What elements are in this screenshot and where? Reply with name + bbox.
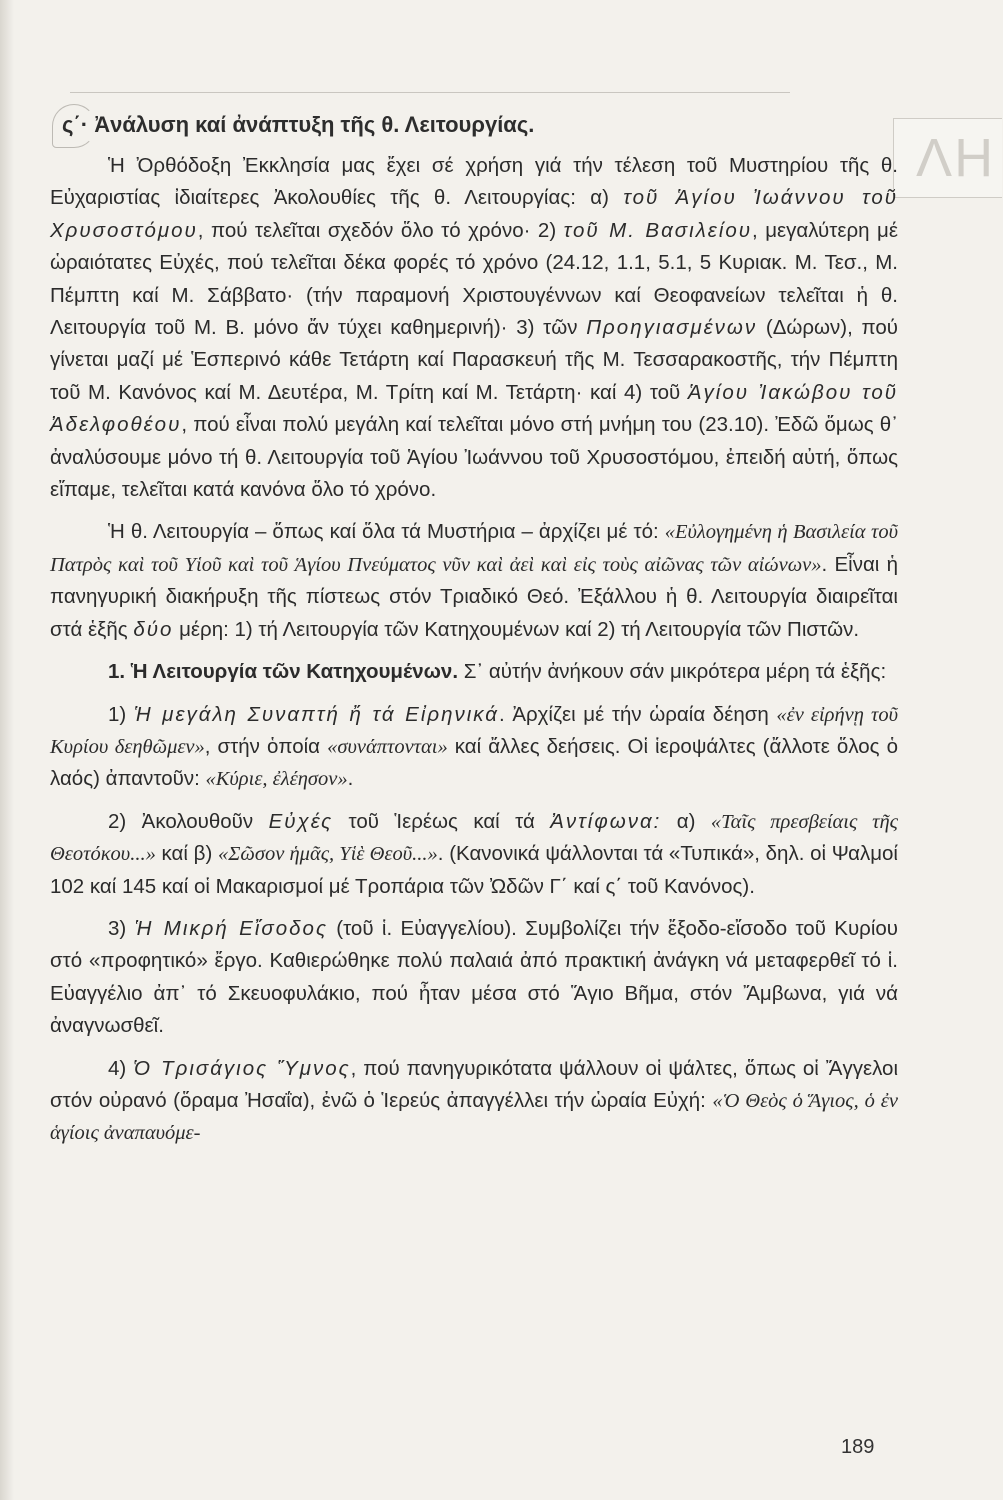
body-text — [50, 150, 898, 1160]
section-heading — [62, 112, 534, 138]
paragraph-liturgies — [50, 150, 898, 506]
paragraph-trisagion — [50, 1053, 898, 1150]
emphasis-run: Ἁγίου Ἰακώβου τοῦ Ἀδελφοθέου — [50, 380, 899, 437]
quote-run: «συνάπτονται» — [327, 735, 448, 758]
text-run: Ἡ Ὀρθόδοξη Ἐκκλησία μας ἔχει σέ χρήση γιά τήν τέλεση τοῦ Μυστηρίου τῆς θ. Εὐχαριστίας ἰδιαίτερες Ἀκολουθίες τῆς θ. Λειτουργίας: α) — [50, 154, 898, 210]
text-run: . Εἶναι ἡ πανηγυρική διακήρυξη τῆς πίστεως στόν Τριαδικό Θεό. Ἐξάλλου ἡ θ. Λειτουργία διαιρεῖται στά ἑξῆς — [50, 552, 898, 641]
text-run: Ἡ θ. Λειτουργία – ὅπως καί ὅλα τά Μυστήρια – ἀρχίζει μέ τό: — [108, 520, 665, 544]
emphasis-run: Ἀντίφωνα: — [550, 809, 662, 833]
top-rule — [70, 92, 790, 93]
text-run: α) — [661, 809, 711, 833]
quote-run: «Ταῖς πρεσβείαις τῆς Θεοτόκου...» — [50, 810, 898, 866]
text-run: καί ἄλλες δεήσεις. Οἱ ἱεροψάλτες (ἄλλοτε ὅλος ὁ λαός) ἀπαντοῦν: — [50, 734, 898, 791]
quote-run: «ἐν εἰρήνῃ τοῦ Κυρίου δεηθῶμεν» — [50, 703, 898, 758]
emphasis-run: Προηγιασμένων — [586, 316, 758, 340]
text-run: 2) Ἀκολουθοῦν — [108, 809, 269, 833]
text-run: . Ἀρχίζει μέ τήν ὡραία δέηση — [499, 702, 777, 726]
quote-run: «Κύριε, ἐλέησον» — [205, 768, 348, 791]
text-run: 3) — [108, 916, 135, 940]
section-heading-marker: ς΄ — [62, 112, 81, 137]
text-run: Σ᾽ αὐτήν ἀνήκουν σάν μικρότερα μέρη τά ἑξῆς: — [458, 660, 887, 684]
text-run: μέρη: 1) τή Λειτουργία τῶν Κατηχουμένων καί 2) τή Λειτουργία τῶν Πιστῶν. — [173, 617, 860, 641]
text-run: (Δώρων), πού γίνεται μαζί μέ Ἑσπερινό κάθε Τετάρτη καί Παρασκευή τῆς Μ. Τεσσαρακοστῆς, τήν Πέμπτη τοῦ Μ. Κανόνος καί Μ. Δευτέρα, Μ. Τρίτη καί Μ. Τετάρτη· καί 4) τοῦ — [50, 316, 899, 404]
page-edge-shadow — [0, 0, 14, 1500]
emphasis-run: τοῦ Ἁγίου Ἰωάννου τοῦ Χρυσοστόμου — [50, 186, 898, 242]
chapter-margin-tab — [893, 118, 1002, 198]
text-run: , πού εἶναι πολύ μεγάλη καί τελεῖται μόνο στή μνήμη του (23.10). Ἐδῶ ὅμως θ᾽ ἀναλύσουμε μόνο τή θ. Λειτουργία τοῦ Ἁγίου Ἰωάννου τοῦ Χρυσοστόμου, ἐπειδή αὐτή, ὅπως εἴπαμε, τελεῖται κατά κανόνα ὅλο τό χρόνο. — [50, 413, 898, 502]
text-run: . (Κανονικά ψάλλονται τά «Τυπικά», δηλ. οἱ Ψαλμοί 102 καί 145 καί οἱ Μακαρισμοί μέ Τροπάρια τῶν Ὠδῶν Γ΄ καί ς΄ τοῦ Κανόνος). — [50, 842, 898, 898]
subheading-run: 1. Ἡ Λειτουργία τῶν Κατηχουμένων. — [108, 660, 459, 684]
emphasis-run: δύο — [133, 617, 174, 641]
text-run: , πού πανηγυρικότατα ψάλλουν οἱ ψάλτες, ὅπως οἱ Ἄγγελοι στόν οὐρανό (ὅραμα Ἠσαΐα), ἐνῶ ὁ Ἱερεύς ἀπαγγέλλει τήν ὡραία Εὐχή: — [50, 1056, 898, 1112]
quote-run: «Σῶσον ἡμᾶς, Υἱὲ Θεοῦ...» — [218, 843, 438, 866]
quote-run: «Ὁ Θεὸς ὁ Ἅγιος, ὁ ἐν ἁγίοις ἀναπαυόμε- — [50, 1089, 898, 1145]
paragraph-antiphons — [50, 806, 898, 903]
paragraph-small-entrance — [50, 913, 898, 1043]
quote-run: «Εὐλογημένη ἡ Βασιλεία τοῦ Πατρὸς καὶ τοῦ Υἱοῦ καὶ τοῦ Ἁγίου Πνεύματος νῦν καὶ ἀεὶ καὶ εἰς τοὺς αἰῶνας τῶν αἰώνων» — [50, 521, 898, 576]
text-run: , πού τελεῖται σχεδόν ὅλο τό χρόνο· 2) — [197, 218, 564, 242]
text-run: . — [347, 767, 354, 791]
text-run: , μεγαλύτερη μέ ὡραιότατες Εὐχές, πού τελεῖται δέκα φορές τό χρόνο (24.12, 1.1, 5.1, 5 Κυριακ. Μ. Τεσ., Μ. Πέμπτη καί Μ. Σάββατο· (τήν παραμονή Χριστουγέννων καί Θεοφανείων τελεῖται ἡ θ. Λειτουργία τοῦ Μ. Β. μόνο ἄν τύχει καθημερινή)· 3) τῶν — [50, 218, 898, 340]
emphasis-run: Ὁ Τρισάγιος Ὕμνος — [133, 1056, 351, 1080]
text-run: 1) — [108, 702, 134, 726]
text-run: , στήν ὁποία — [204, 734, 328, 758]
paragraph-catechumens — [50, 656, 898, 688]
emphasis-run: Ἡ Μικρή Εἴσοδος — [134, 916, 328, 940]
text-run: καί β) — [155, 842, 218, 866]
emphasis-run: Ἡ μεγάλη Συναπτή ἤ τά Εἰρηνικά — [133, 702, 499, 726]
chapter-margin-label: ΛΗ — [916, 128, 996, 188]
text-run: 4) — [108, 1056, 134, 1080]
page-number: 189 — [841, 1436, 875, 1458]
emphasis-run: τοῦ Μ. Βασιλείου — [563, 218, 753, 242]
emphasis-run: Εὐχές — [268, 809, 334, 833]
text-run: τοῦ Ἱερέως καί τά — [333, 809, 551, 833]
paragraph-beginning — [50, 516, 898, 646]
paragraph-great-litany — [50, 699, 898, 796]
section-heading-text: · Ἀνάλυση καί ἀνάπτυξη τῆς θ. Λειτουργίας. — [80, 112, 535, 137]
text-run: (τοῦ ἱ. Εὐαγγελίου). Συμβολίζει τήν ἔξοδο-εἴσοδο τοῦ Κυρίου στό «προφητικό» ἔργο. Καθιερώθηκε πολύ παλαιά ἀπό πρακτική ἀνάγκη νά μεταφερθεῖ τό ἱ. Εὐαγγέλιο ἀπ᾽ τό Σκευοφυλάκιο, πού ἦταν μέσα στό Ἅγιο Βῆμα, στόν Ἄμβωνα, γιά νά ἀναγνωσθεῖ. — [50, 916, 898, 1038]
